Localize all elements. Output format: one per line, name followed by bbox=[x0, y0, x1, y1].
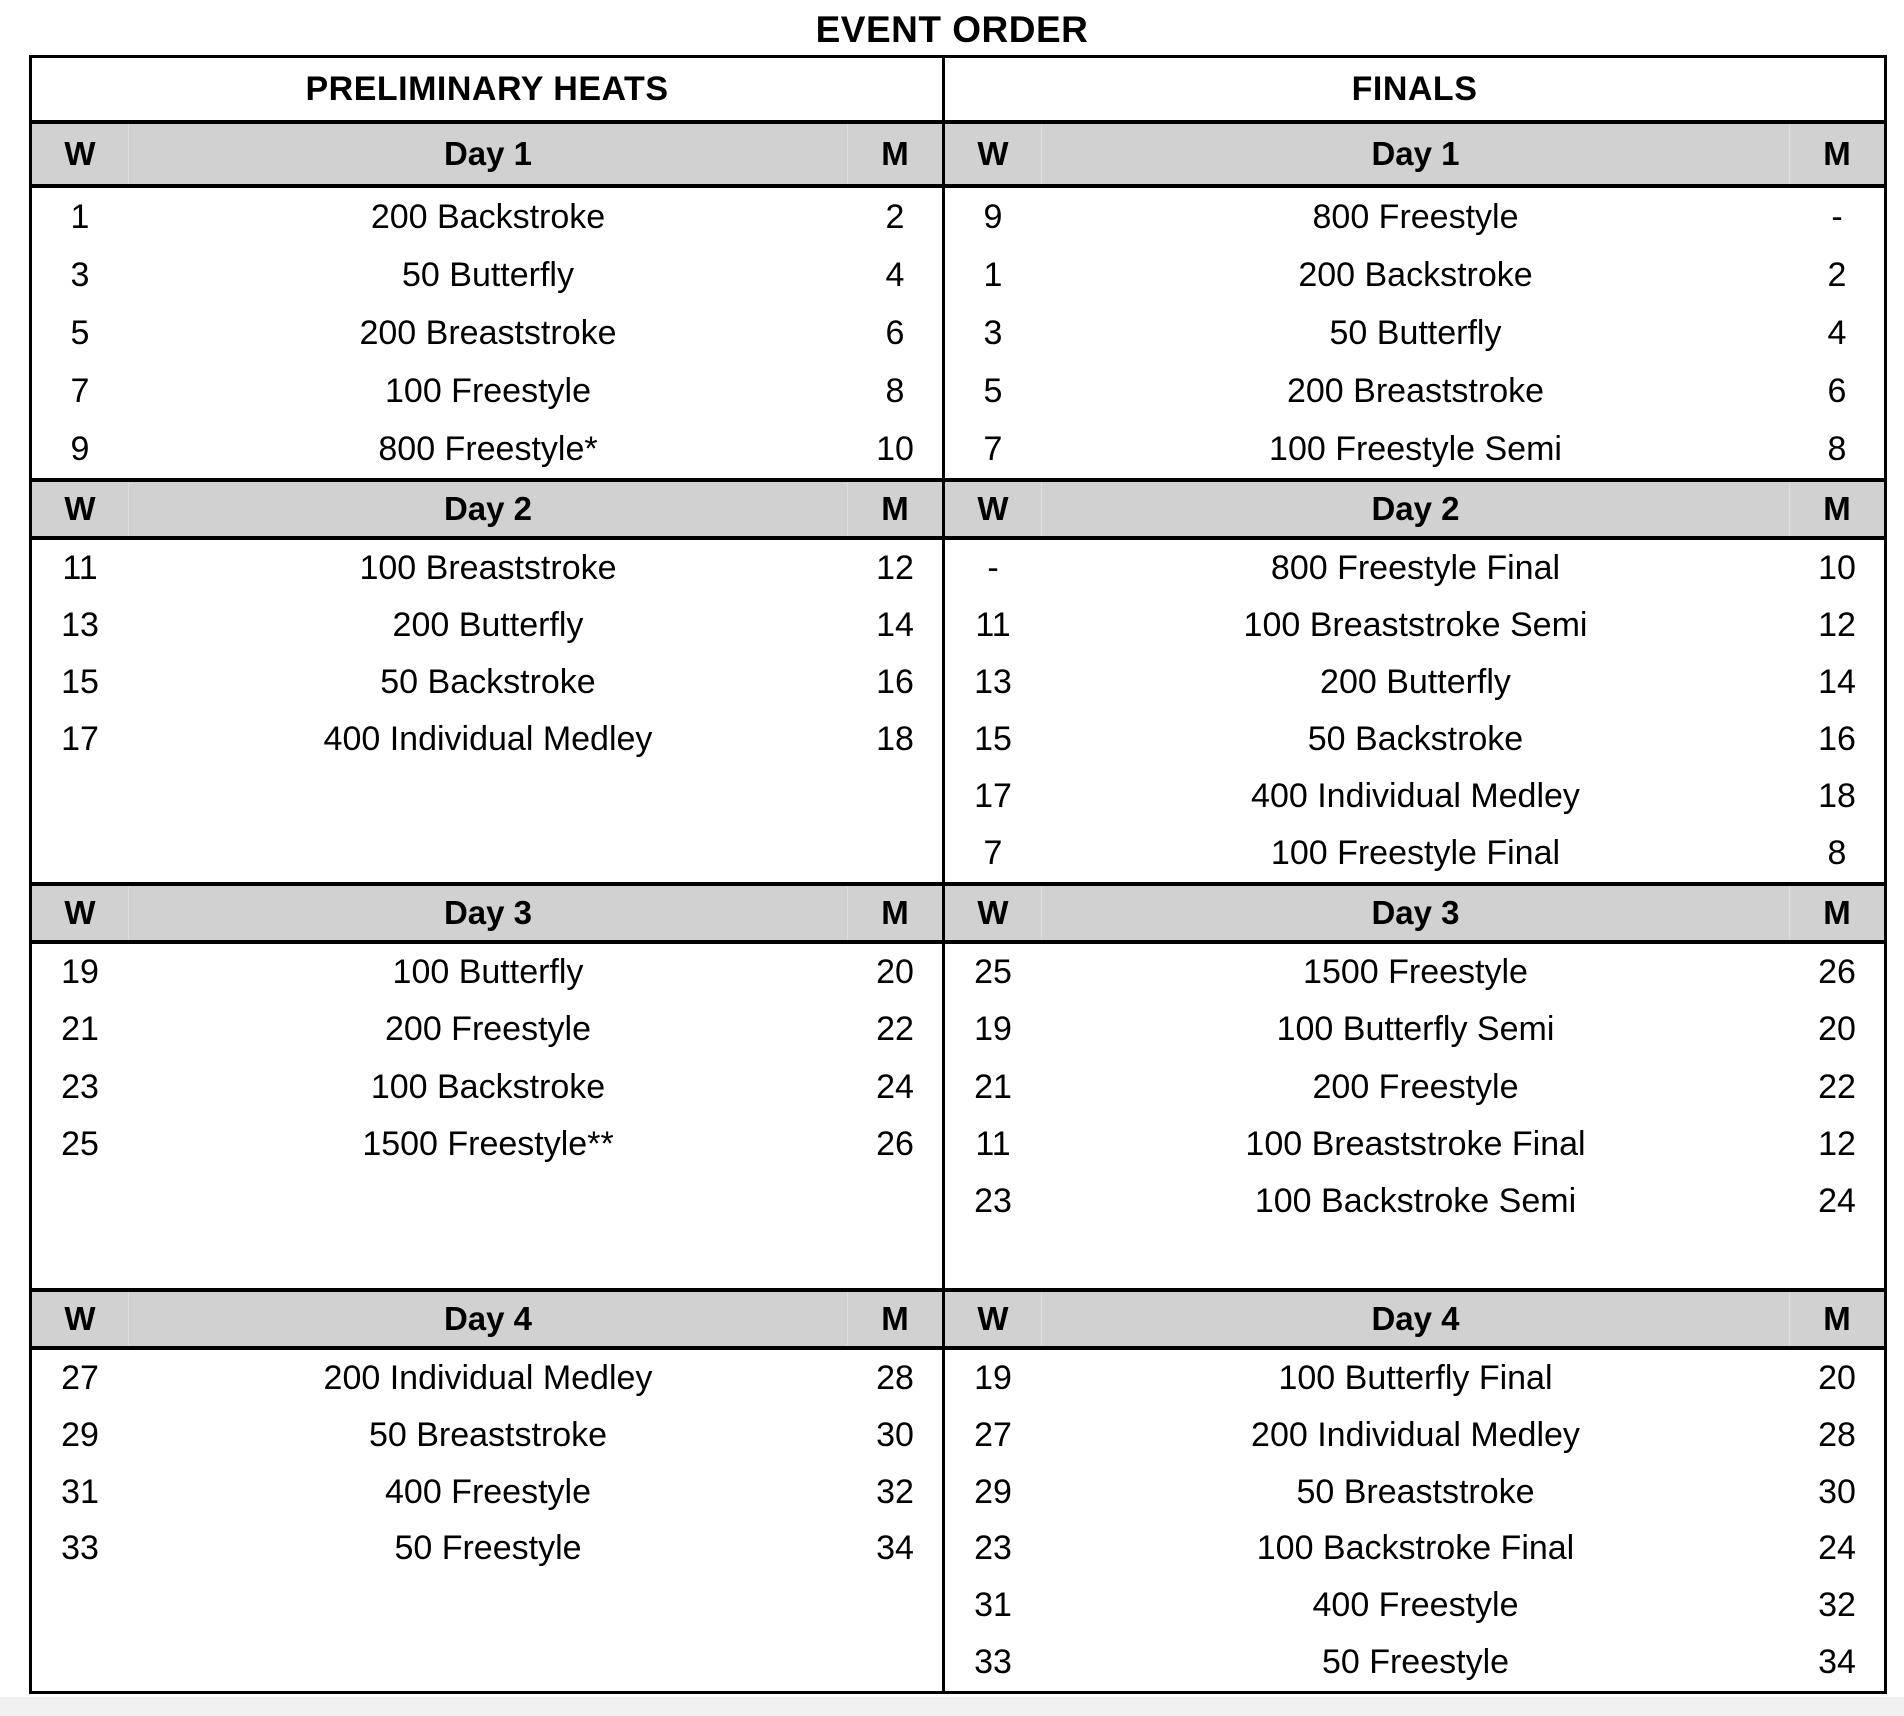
event-name-cell: 100 Backstroke Semi bbox=[1254, 1182, 1577, 1221]
day-rows-block bbox=[32, 188, 942, 478]
event-name-cell: 100 Freestyle Semi bbox=[1269, 429, 1562, 468]
men-event-number-cell: 4 bbox=[1827, 313, 1847, 352]
women-event-number-cell: 23 bbox=[974, 1182, 1012, 1221]
women-event-number-cell: 5 bbox=[983, 371, 1003, 410]
event-name-cell: 50 Breaststroke bbox=[368, 1415, 608, 1454]
men-event-number-cell: 8 bbox=[885, 371, 905, 410]
event-row bbox=[32, 362, 942, 420]
women-event-number-cell: 11 bbox=[975, 606, 1011, 644]
women-event-number-cell: 17 bbox=[974, 777, 1012, 815]
women-column-header: W bbox=[977, 490, 1009, 527]
event-name-cell: 200 Freestyle bbox=[1312, 1067, 1519, 1106]
event-row bbox=[945, 188, 1884, 246]
event-row bbox=[32, 1520, 942, 1577]
event-name-cell: 400 Individual Medley bbox=[323, 720, 653, 758]
women-column-header: W bbox=[977, 1300, 1009, 1337]
men-event-number-cell: 16 bbox=[876, 663, 914, 701]
women-event-number-cell: 7 bbox=[983, 834, 1003, 872]
women-event-number-cell: 19 bbox=[61, 953, 99, 992]
event-row bbox=[945, 768, 1884, 825]
men-event-number-cell: 20 bbox=[876, 953, 914, 992]
event-row bbox=[32, 188, 942, 246]
event-name-cell: 100 Breaststroke Semi bbox=[1243, 606, 1588, 644]
event-name-cell: 100 Breaststroke bbox=[359, 549, 617, 587]
women-event-number-cell: - bbox=[987, 549, 999, 587]
event-row bbox=[945, 944, 1884, 1001]
event-name-cell: 200 Butterfly bbox=[1320, 663, 1511, 701]
women-event-number-cell: 17 bbox=[61, 720, 99, 758]
men-event-number-cell: 4 bbox=[885, 255, 905, 294]
event-row bbox=[32, 1464, 942, 1521]
day-rows-block bbox=[945, 944, 1884, 1288]
event-row bbox=[32, 1350, 942, 1407]
men-event-number-cell: 10 bbox=[876, 429, 914, 468]
event-row bbox=[945, 1059, 1884, 1116]
day-label: Day 1 bbox=[128, 124, 848, 184]
event-order-table bbox=[29, 55, 1887, 1694]
women-event-number-cell: 1 bbox=[70, 197, 90, 236]
event-name-cell: 100 Breaststroke Final bbox=[1245, 1125, 1586, 1164]
men-event-number-cell: 8 bbox=[1827, 834, 1847, 872]
men-event-number-cell: 18 bbox=[1818, 777, 1856, 815]
event-name-cell: 1500 Freestyle** bbox=[362, 1125, 614, 1164]
men-event-number-cell: 20 bbox=[1818, 1010, 1856, 1049]
women-event-number-cell: 29 bbox=[61, 1415, 99, 1454]
event-name-cell: 100 Freestyle bbox=[385, 371, 591, 410]
women-event-number-cell: 15 bbox=[61, 663, 99, 701]
women-event-number-cell: 21 bbox=[61, 1010, 99, 1049]
men-column-header: M bbox=[1823, 135, 1851, 172]
event-row bbox=[945, 654, 1884, 711]
event-row bbox=[945, 1116, 1884, 1173]
men-event-number-cell: 18 bbox=[876, 720, 914, 758]
event-name-cell: 50 Freestyle bbox=[1321, 1643, 1510, 1682]
section-title-finals: FINALS bbox=[1351, 69, 1478, 108]
men-event-number-cell: 22 bbox=[876, 1010, 914, 1049]
women-event-number-cell: 1 bbox=[983, 255, 1003, 294]
event-name-cell: 800 Freestyle Final bbox=[1270, 549, 1561, 587]
men-event-number-cell: 20 bbox=[1818, 1358, 1856, 1397]
women-event-number-cell: 23 bbox=[974, 1529, 1012, 1568]
day-label: Day 2 bbox=[1041, 482, 1790, 536]
day-rows-block bbox=[32, 944, 942, 1288]
event-row bbox=[945, 1407, 1884, 1464]
day-header-band bbox=[32, 478, 942, 540]
day-label: Day 1 bbox=[1041, 124, 1790, 184]
women-event-number-cell: 29 bbox=[974, 1472, 1012, 1511]
day-label: Day 4 bbox=[1041, 1292, 1790, 1346]
men-column-header: M bbox=[881, 490, 909, 527]
event-name-cell: 100 Butterfly Semi bbox=[1276, 1010, 1555, 1049]
event-row bbox=[32, 944, 942, 1001]
event-row bbox=[32, 246, 942, 304]
women-column-header: W bbox=[977, 894, 1009, 931]
event-name-cell: 200 Freestyle bbox=[385, 1010, 591, 1049]
event-row bbox=[32, 1001, 942, 1058]
men-event-number-cell: 14 bbox=[1818, 663, 1856, 701]
day-header-band bbox=[945, 1288, 1884, 1350]
women-event-number-cell: 25 bbox=[974, 953, 1012, 992]
event-name-cell: 100 Backstroke Final bbox=[1256, 1529, 1575, 1568]
men-event-number-cell: 32 bbox=[876, 1472, 914, 1511]
women-event-number-cell: 19 bbox=[974, 1010, 1012, 1049]
women-event-number-cell: 27 bbox=[61, 1358, 99, 1397]
day-header-band bbox=[32, 882, 942, 944]
event-row bbox=[32, 1059, 942, 1116]
day-header-band bbox=[945, 120, 1884, 188]
men-event-number-cell: 24 bbox=[876, 1067, 914, 1106]
women-event-number-cell: 23 bbox=[61, 1067, 99, 1106]
event-name-cell: 200 Butterfly bbox=[392, 606, 584, 644]
preliminary-heats-panel bbox=[32, 58, 942, 1691]
men-column-header: M bbox=[1823, 894, 1851, 931]
finals-days-container bbox=[945, 120, 1884, 1691]
day-label: Day 4 bbox=[128, 1292, 848, 1346]
event-row bbox=[945, 1520, 1884, 1577]
event-name-cell: 50 Butterfly bbox=[402, 255, 574, 294]
event-row bbox=[945, 1001, 1884, 1058]
men-event-number-cell: 12 bbox=[1818, 1125, 1856, 1164]
event-row bbox=[945, 597, 1884, 654]
day-header-band bbox=[945, 882, 1884, 944]
day-label: Day 2 bbox=[128, 482, 848, 536]
men-event-number-cell: 12 bbox=[1818, 606, 1856, 644]
women-event-number-cell: 13 bbox=[61, 606, 99, 644]
event-name-cell: 50 Butterfly bbox=[1329, 313, 1502, 352]
women-event-number-cell: 21 bbox=[974, 1067, 1012, 1106]
men-column-header: M bbox=[1823, 1300, 1851, 1337]
women-event-number-cell: 31 bbox=[61, 1472, 99, 1511]
men-event-number-cell: - bbox=[1831, 197, 1843, 236]
women-event-number-cell: 27 bbox=[974, 1415, 1012, 1454]
men-column-header: M bbox=[881, 894, 909, 931]
men-column-header: M bbox=[881, 135, 909, 172]
page-bottom-strip bbox=[0, 1697, 1904, 1716]
women-event-number-cell: 3 bbox=[983, 313, 1003, 352]
day-rows-block bbox=[945, 540, 1884, 882]
page-title: EVENT ORDER bbox=[815, 9, 1089, 50]
women-column-header: W bbox=[977, 135, 1009, 172]
event-row bbox=[32, 711, 942, 768]
men-event-number-cell: 26 bbox=[876, 1125, 914, 1164]
women-event-number-cell: 7 bbox=[983, 429, 1003, 468]
event-row bbox=[945, 362, 1884, 420]
men-event-number-cell: 34 bbox=[1818, 1643, 1856, 1682]
event-name-cell: 800 Freestyle bbox=[1312, 197, 1519, 236]
event-row bbox=[32, 304, 942, 362]
event-row bbox=[945, 246, 1884, 304]
men-column-header: M bbox=[881, 1300, 909, 1337]
women-event-number-cell: 5 bbox=[70, 313, 90, 352]
event-row bbox=[945, 420, 1884, 478]
men-event-number-cell: 10 bbox=[1818, 549, 1856, 587]
day-label: Day 3 bbox=[1041, 886, 1790, 940]
preliminary-days-container bbox=[32, 120, 942, 1691]
event-row bbox=[945, 1350, 1884, 1407]
event-row bbox=[945, 711, 1884, 768]
event-row bbox=[945, 540, 1884, 597]
event-name-cell: 100 Backstroke bbox=[370, 1067, 606, 1106]
men-event-number-cell: 6 bbox=[1827, 371, 1847, 410]
event-name-cell: 200 Breaststroke bbox=[359, 313, 617, 352]
men-event-number-cell: 28 bbox=[1818, 1415, 1856, 1454]
event-name-cell: 50 Backstroke bbox=[1307, 720, 1524, 758]
day-rows-block bbox=[32, 1350, 942, 1691]
event-row bbox=[945, 1634, 1884, 1691]
women-event-number-cell: 31 bbox=[974, 1586, 1012, 1625]
women-event-number-cell: 3 bbox=[70, 255, 90, 294]
men-event-number-cell: 22 bbox=[1818, 1067, 1856, 1106]
women-event-number-cell: 7 bbox=[70, 371, 90, 410]
women-event-number-cell: 9 bbox=[70, 429, 90, 468]
men-event-number-cell: 24 bbox=[1818, 1529, 1856, 1568]
women-event-number-cell: 33 bbox=[61, 1529, 99, 1568]
women-column-header: W bbox=[64, 894, 96, 931]
event-row bbox=[945, 1577, 1884, 1634]
men-event-number-cell: 16 bbox=[1818, 720, 1856, 758]
men-event-number-cell: 24 bbox=[1818, 1182, 1856, 1221]
event-row bbox=[945, 825, 1884, 882]
day-header-band bbox=[32, 1288, 942, 1350]
men-event-number-cell: 28 bbox=[876, 1358, 914, 1397]
women-column-header: W bbox=[64, 135, 96, 172]
men-event-number-cell: 30 bbox=[876, 1415, 914, 1454]
men-event-number-cell: 26 bbox=[1818, 953, 1856, 992]
finals-panel bbox=[942, 58, 1884, 1691]
day-rows-block bbox=[32, 540, 942, 882]
women-event-number-cell: 9 bbox=[983, 197, 1003, 236]
women-column-header: W bbox=[64, 490, 96, 527]
men-column-header: M bbox=[1823, 490, 1851, 527]
women-event-number-cell: 15 bbox=[974, 720, 1012, 758]
section-title-preliminary: PRELIMINARY HEATS bbox=[305, 69, 669, 108]
event-row bbox=[945, 304, 1884, 362]
men-event-number-cell: 30 bbox=[1818, 1472, 1856, 1511]
event-name-cell: 200 Individual Medley bbox=[323, 1358, 653, 1397]
event-row bbox=[32, 540, 942, 597]
event-row bbox=[32, 1407, 942, 1464]
event-name-cell: 800 Freestyle* bbox=[378, 429, 598, 468]
men-event-number-cell: 8 bbox=[1827, 429, 1847, 468]
women-event-number-cell: 11 bbox=[975, 1125, 1011, 1164]
men-event-number-cell: 12 bbox=[876, 549, 914, 587]
event-name-cell: 100 Butterfly bbox=[392, 953, 584, 992]
day-rows-block bbox=[945, 1350, 1884, 1691]
day-header-band bbox=[32, 120, 942, 188]
men-event-number-cell: 2 bbox=[885, 197, 905, 236]
women-event-number-cell: 19 bbox=[974, 1358, 1012, 1397]
day-header-band bbox=[945, 478, 1884, 540]
event-row bbox=[32, 1116, 942, 1173]
event-name-cell: 200 Backstroke bbox=[1298, 255, 1533, 294]
men-event-number-cell: 32 bbox=[1818, 1586, 1856, 1625]
event-name-cell: 50 Freestyle bbox=[394, 1529, 582, 1568]
women-event-number-cell: 25 bbox=[61, 1125, 99, 1164]
men-event-number-cell: 14 bbox=[876, 606, 914, 644]
event-row bbox=[945, 1173, 1884, 1230]
event-name-cell: 200 Individual Medley bbox=[1251, 1415, 1580, 1454]
men-event-number-cell: 2 bbox=[1827, 255, 1847, 294]
event-row bbox=[32, 597, 942, 654]
event-row bbox=[32, 654, 942, 711]
men-event-number-cell: 6 bbox=[885, 313, 905, 352]
women-event-number-cell: 13 bbox=[974, 663, 1012, 701]
event-name-cell: 50 Breaststroke bbox=[1296, 1472, 1535, 1511]
women-event-number-cell: 11 bbox=[62, 549, 98, 587]
event-name-cell: 50 Backstroke bbox=[380, 663, 596, 701]
event-name-cell: 200 Breaststroke bbox=[1286, 371, 1545, 410]
women-column-header: W bbox=[64, 1300, 96, 1337]
event-name-cell: 100 Butterfly Final bbox=[1278, 1358, 1553, 1397]
event-name-cell: 200 Backstroke bbox=[370, 197, 606, 236]
event-name-cell: 400 Individual Medley bbox=[1251, 777, 1580, 815]
men-event-number-cell: 34 bbox=[876, 1529, 914, 1568]
event-row bbox=[32, 420, 942, 478]
event-name-cell: 400 Freestyle bbox=[1312, 1586, 1519, 1625]
event-name-cell: 1500 Freestyle bbox=[1303, 953, 1528, 992]
event-name-cell: 400 Freestyle bbox=[385, 1472, 591, 1511]
event-row bbox=[945, 1464, 1884, 1521]
day-label: Day 3 bbox=[128, 886, 848, 940]
event-name-cell: 100 Freestyle Final bbox=[1270, 834, 1561, 872]
day-rows-block bbox=[945, 188, 1884, 478]
women-event-number-cell: 33 bbox=[974, 1643, 1012, 1682]
